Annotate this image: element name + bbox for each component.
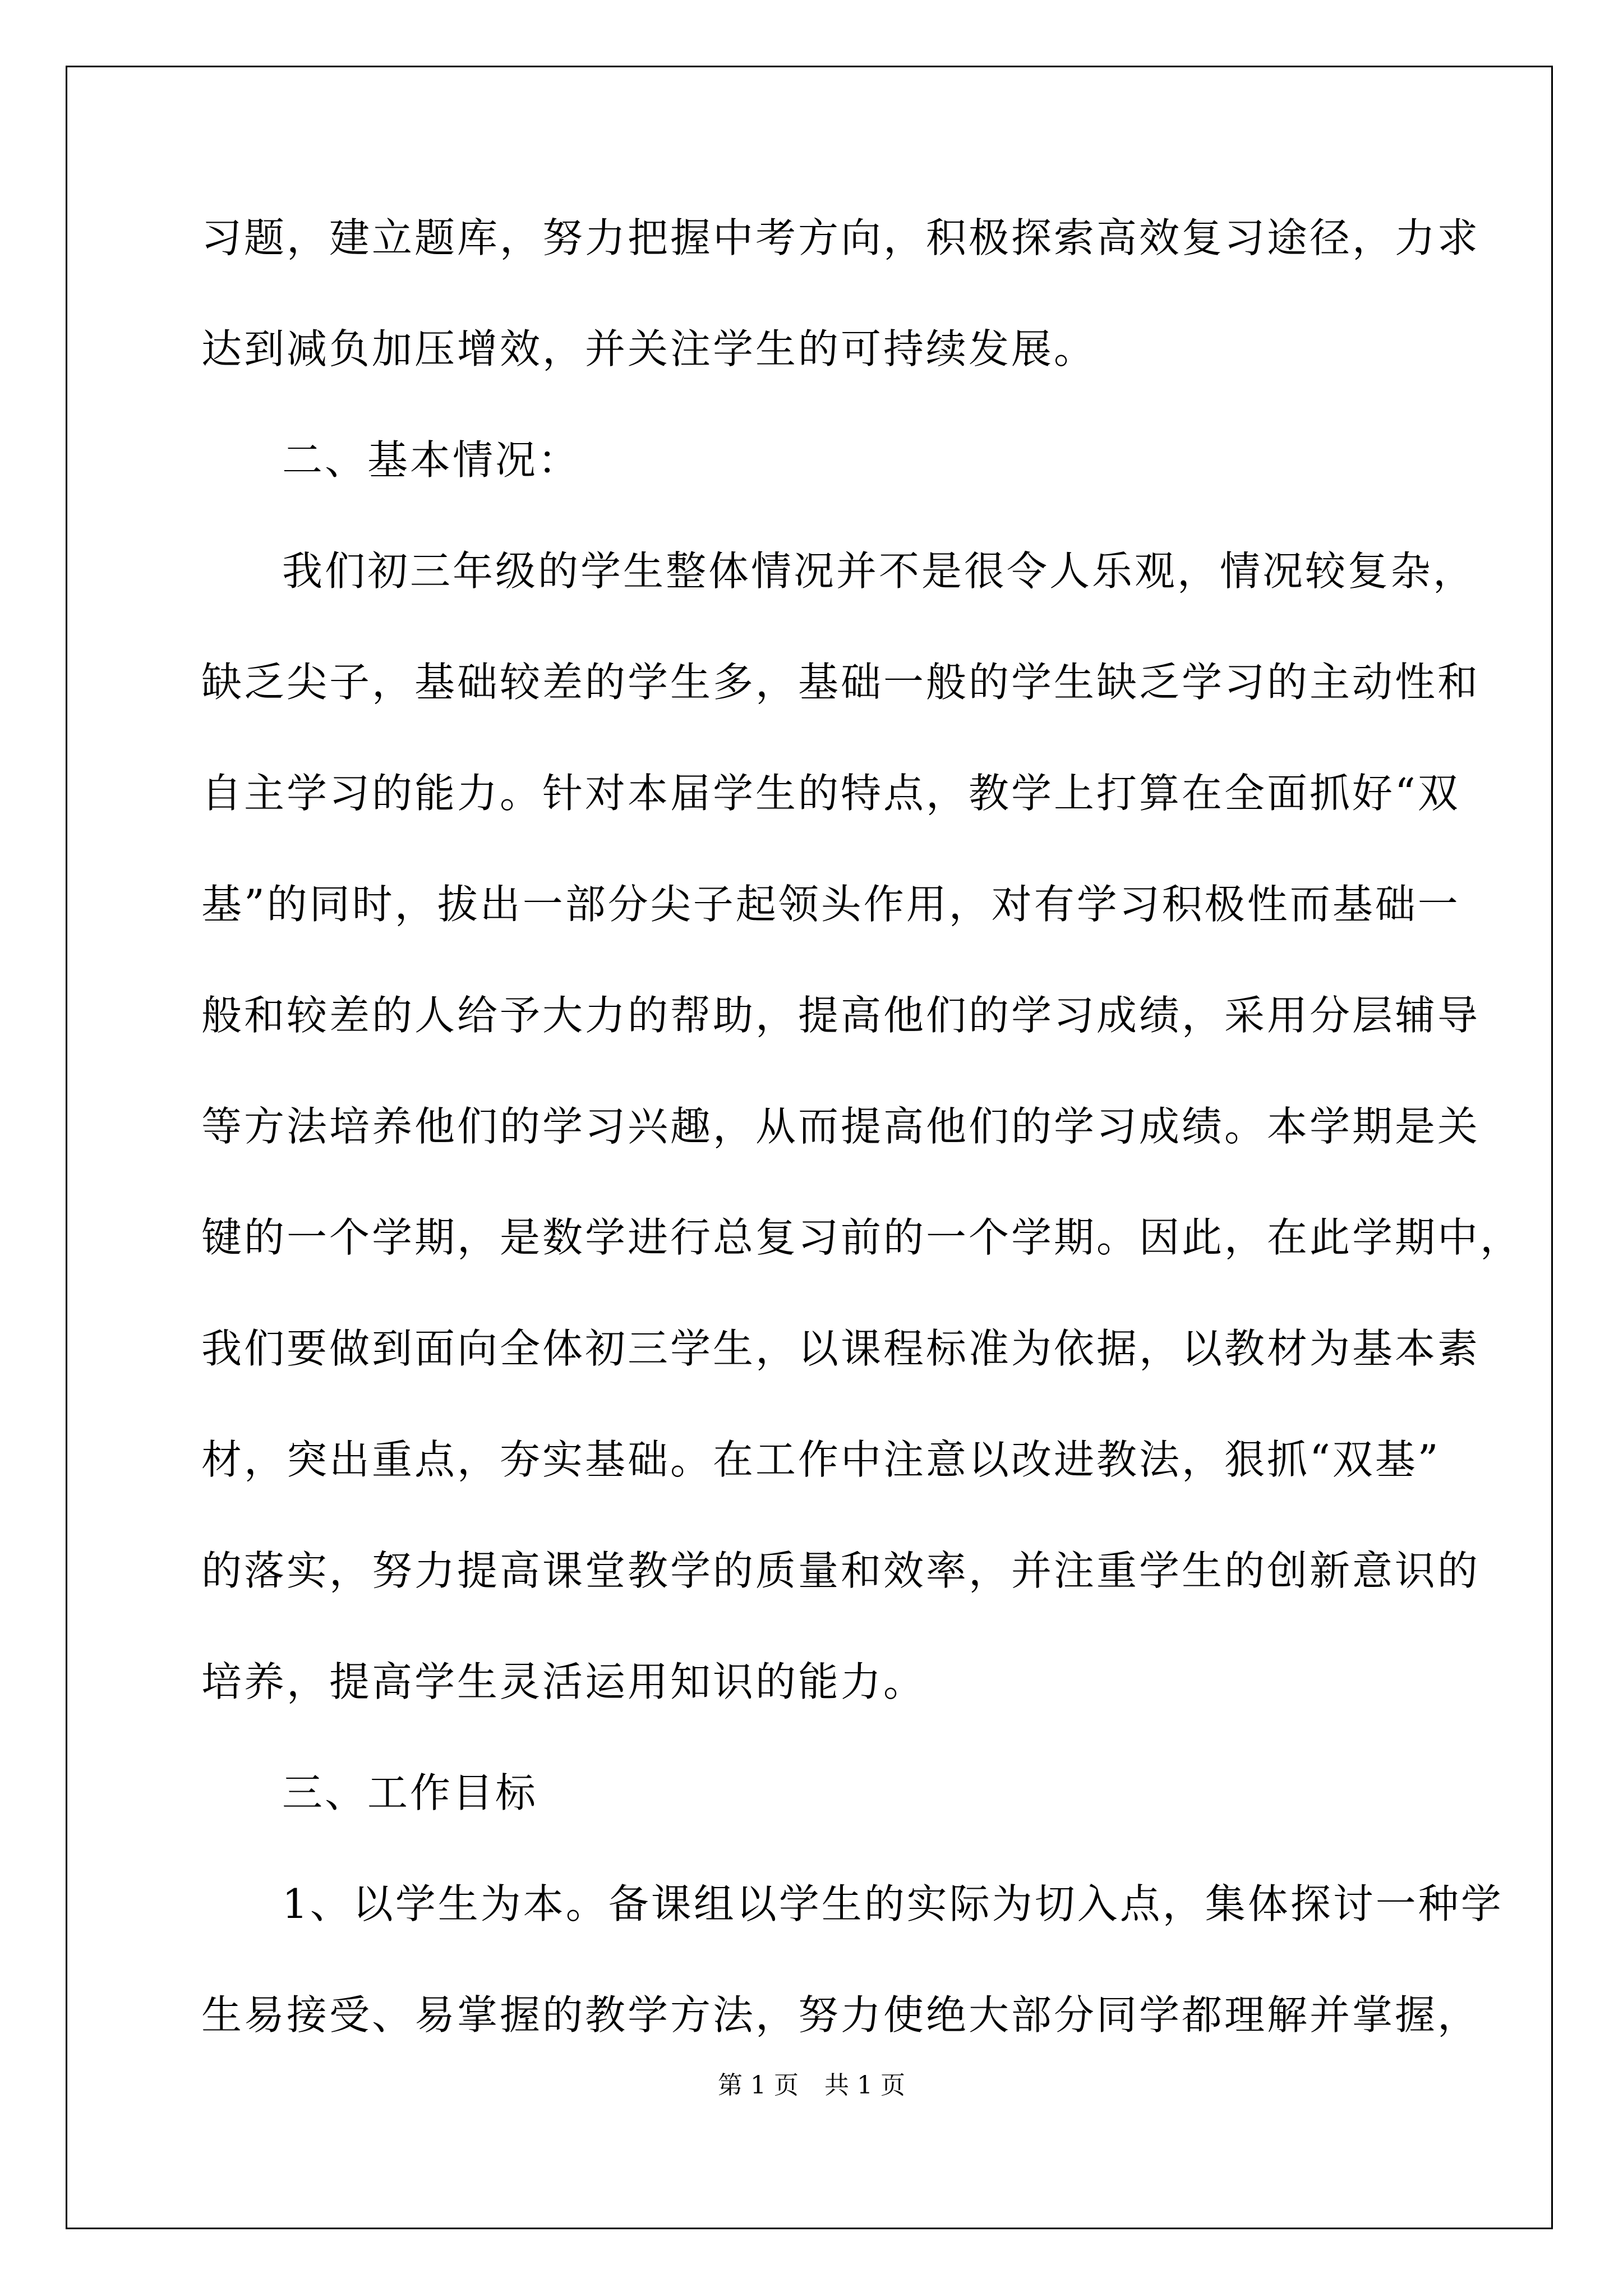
section-heading: 二、基本情况：	[282, 436, 581, 484]
body-line: 基”的同时，拔出一部分尖子起领头作用，对有学习积极性而基础一	[201, 881, 1460, 928]
body-line: 生易接受、易掌握的教学方法，努力使绝大部分同学都理解并掌握，	[201, 1991, 1481, 2039]
document-body	[201, 213, 1523, 2101]
body-line: 般和较差的人给予大力的帮助，提高他们的学习成绩，采用分层辅导	[201, 992, 1481, 1039]
body-line: 习题，建立题库，努力把握中考方向，积极探索高效复习途径，力求	[201, 214, 1481, 261]
page-number: 第 1 页	[718, 2071, 799, 2100]
body-line: 自主学习的能力。针对本届学生的特点，教学上打算在全面抓好“双	[201, 770, 1460, 817]
body-line: 我们要做到面向全体初三学生，以课程标准为依据，以教材为基本素	[201, 1325, 1481, 1372]
page-footer	[0, 2069, 1623, 2102]
page-total: 共 1 页	[824, 2071, 905, 2100]
body-line: 等方法培养他们的学习兴趣，从而提高他们的学习成绩。本学期是关	[201, 1103, 1481, 1150]
body-line: 达到减负加压增效，并关注学生的可持续发展。	[201, 325, 1097, 372]
section-heading: 三、工作目标	[282, 1769, 538, 1816]
body-line: 材，突出重点，夯实基础。在工作中注意以改进教法，狠抓“双基”	[201, 1436, 1441, 1483]
body-line: 的落实，努力提高课堂教学的质量和效率，并注重学生的创新意识的	[201, 1547, 1481, 1594]
body-line: 缺乏尖子，基础较差的学生多，基础一般的学生缺乏学习的主动性和	[201, 659, 1481, 706]
body-line: 键的一个学期，是数学进行总复习前的一个学期。因此，在此学期中，	[201, 1214, 1523, 1261]
body-line: 我们初三年级的学生整体情况并不是很令人乐观，情况较复杂，	[282, 547, 1476, 595]
body-line: 1、以学生为本。备课组以学生的实际为切入点，集体探讨一种学	[282, 1880, 1504, 1927]
body-line: 培养，提高学生灵活运用知识的能力。	[201, 1658, 926, 1705]
